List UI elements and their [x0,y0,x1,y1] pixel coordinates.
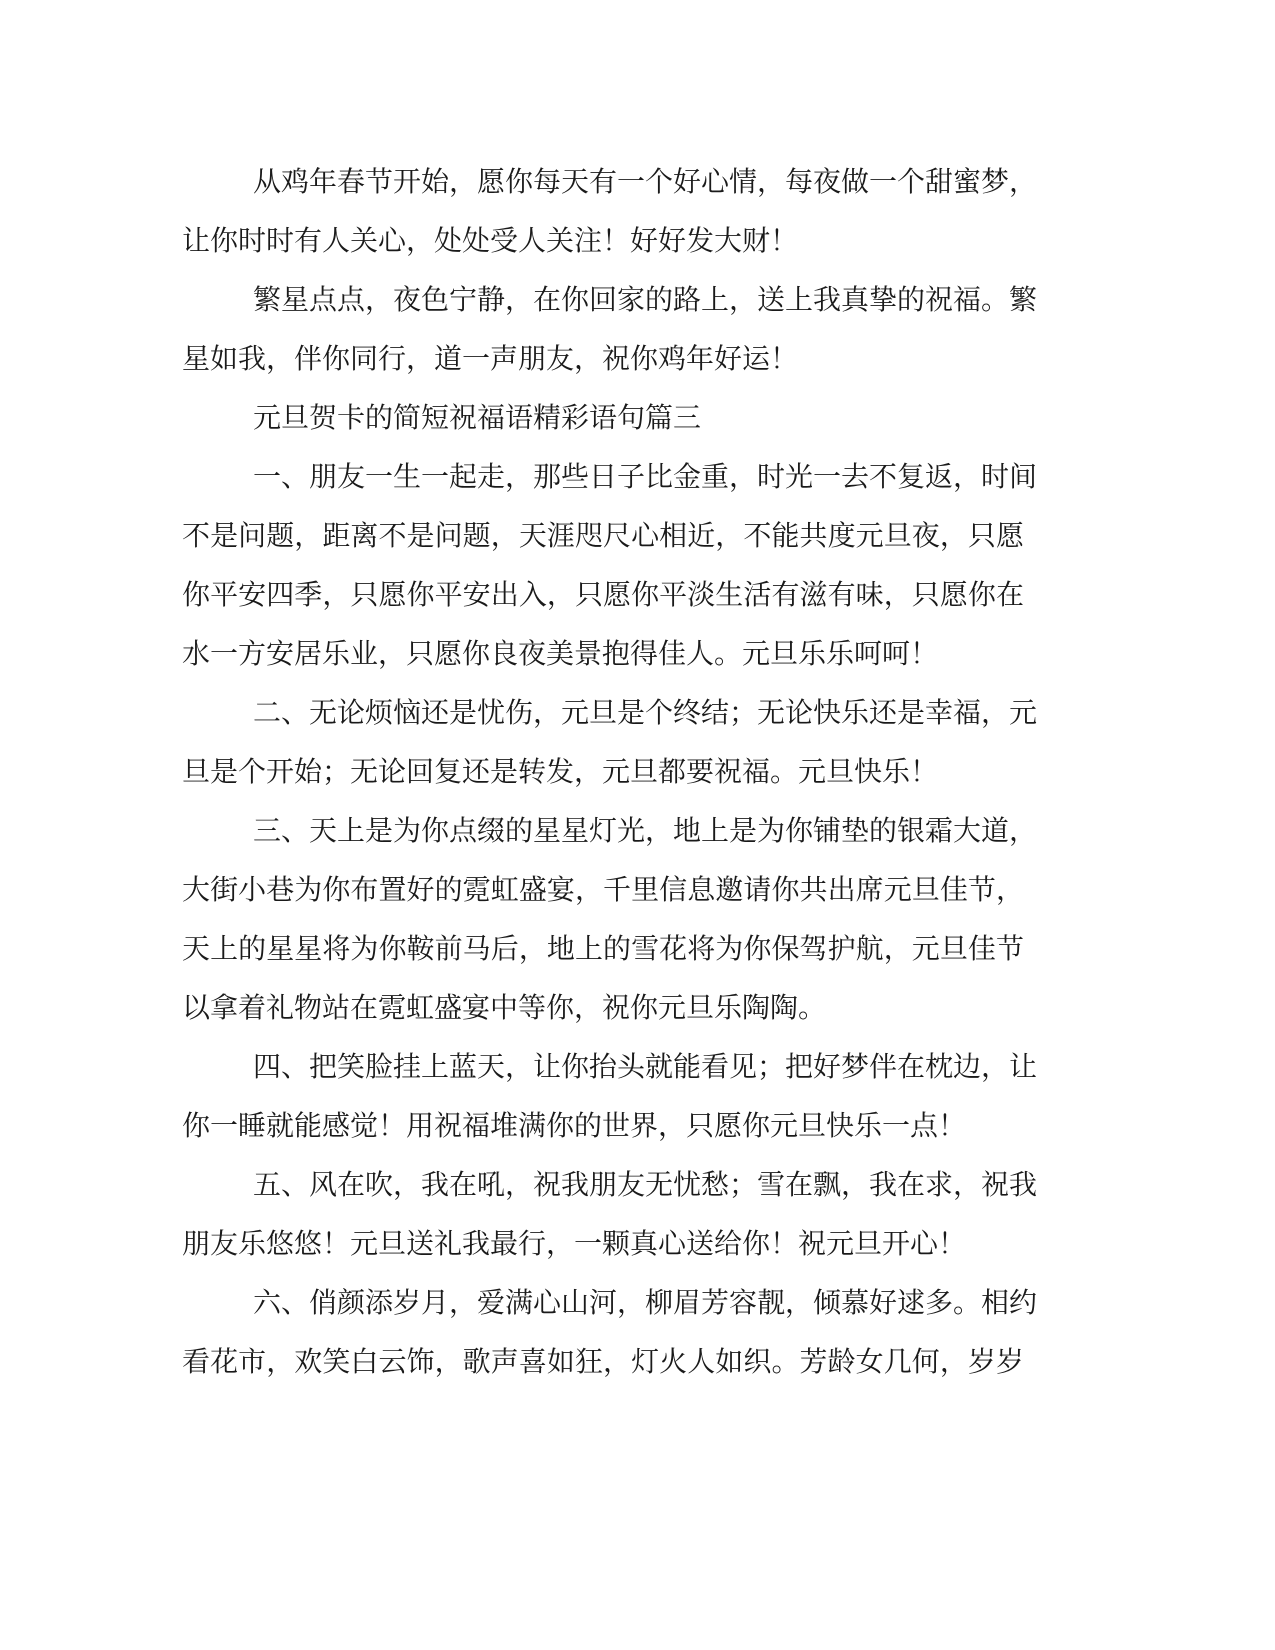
paragraph-6-line-1: 四、把笑脸挂上蓝天，让你抬头就能看见；把好梦伴在枕边，让 [253,1050,1038,1083]
paragraph-6-line-2: 你一睡就能感觉！用祝福堆满你的世界，只愿你元旦快乐一点！ [182,1109,967,1142]
paragraph-4-line-2: 旦是个开始；无论回复还是转发，元旦都要祝福。元旦快乐！ [182,755,939,788]
paragraph-7-line-2: 朋友乐悠悠！元旦送礼我最行，一颗真心送给你！祝元旦开心！ [182,1227,967,1260]
paragraph-5-line-2: 大街小巷为你布置好的霓虹盛宴，千里信息邀请你共出席元旦佳节， [182,873,1024,906]
section-heading: 元旦贺卡的简短祝福语精彩语句篇三 [253,401,702,434]
paragraph-4-line-1: 二、无论烦恼还是忧伤，元旦是个终结；无论快乐还是幸福，元 [253,696,1038,729]
paragraph-1-line-2: 让你时时有人关心，处处受人关注！好好发大财！ [182,224,799,257]
paragraph-8-line-2: 看花市，欢笑白云饰，歌声喜如狂，灯火人如织。芳龄女几何，岁岁 [182,1345,1024,1378]
paragraph-3-line-2: 不是问题，距离不是问题，天涯咫尺心相近，不能共度元旦夜，只愿 [182,519,1024,552]
paragraph-5-line-3: 天上的星星将为你鞍前马后，地上的雪花将为你保驾护航，元旦佳节 [182,932,1024,965]
paragraph-3-line-4: 水一方安居乐业，只愿你良夜美景抱得佳人。元旦乐乐呵呵！ [182,637,939,670]
paragraph-7-line-1: 五、风在吹，我在吼，祝我朋友无忧愁；雪在飘，我在求，祝我 [253,1168,1038,1201]
paragraph-1-line-1: 从鸡年春节开始，愿你每天有一个好心情，每夜做一个甜蜜梦， [253,165,1038,198]
paragraph-8-line-1: 六、俏颜添岁月，爱满心山河，柳眉芳容靓，倾慕好逑多。相约 [253,1286,1038,1319]
paragraph-2-line-2: 星如我，伴你同行，道一声朋友，祝你鸡年好运！ [182,342,799,375]
paragraph-5-line-4: 以拿着礼物站在霓虹盛宴中等你，祝你元旦乐陶陶。 [182,991,827,1024]
paragraph-2-line-1: 繁星点点，夜色宁静，在你回家的路上，送上我真挚的祝福。繁 [253,283,1038,316]
paragraph-5-line-1: 三、天上是为你点缀的星星灯光，地上是为你铺垫的银霜大道， [253,814,1038,847]
paragraph-3-line-3: 你平安四季，只愿你平安出入，只愿你平淡生活有滋有味，只愿你在 [182,578,1024,611]
paragraph-3-line-1: 一、朋友一生一起走，那些日子比金重，时光一去不复返，时间 [253,460,1038,493]
